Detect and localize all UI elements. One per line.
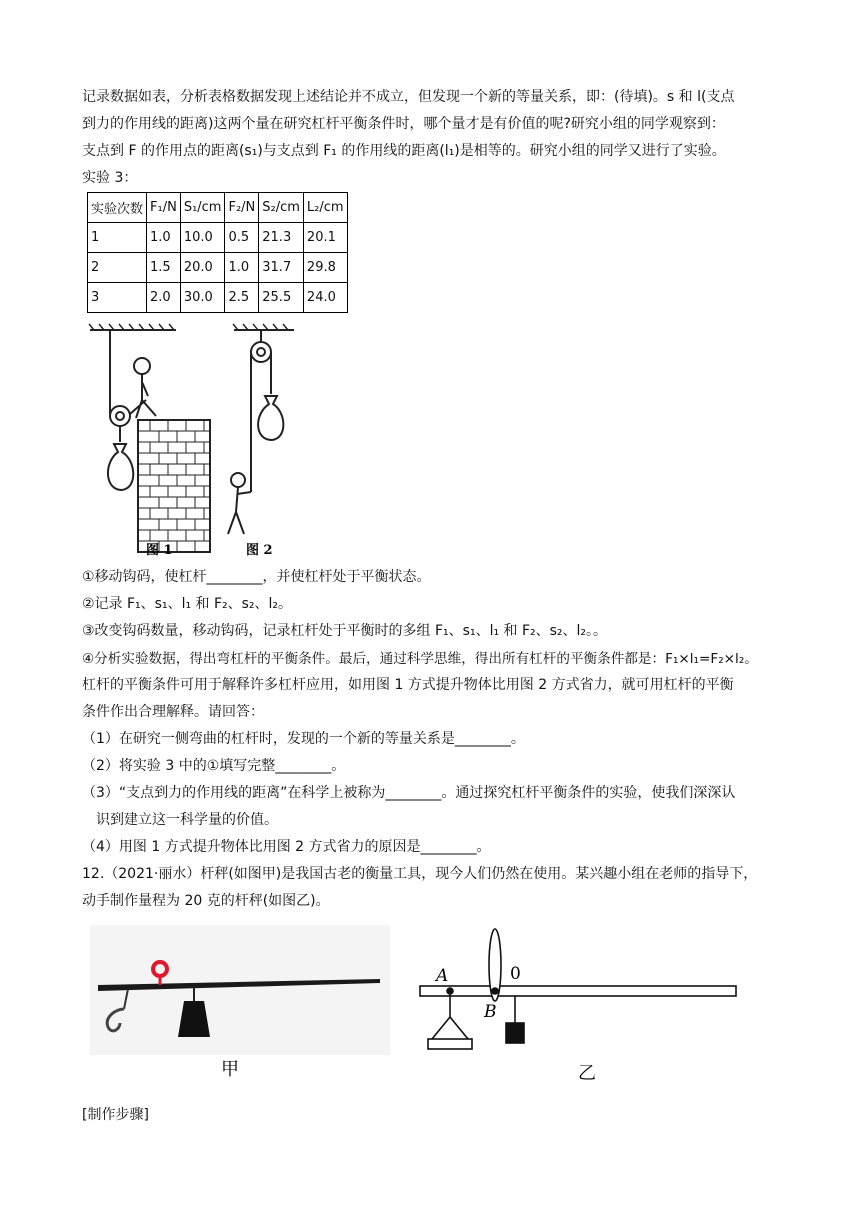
question-3-line-1: （3）“支点到力的作用线的距离”在科学上被称为________。通过探究杠杆平衡条件的实验，使我们深深认 <box>82 785 736 801</box>
table-cell: 25.5 <box>259 283 304 313</box>
table-cell: 3 <box>88 283 147 313</box>
figure-1-caption: 图 1 <box>146 543 173 558</box>
question-1: （1）在研究一侧弯曲的杠杆时，发现的一个新的等量关系是________。 <box>82 731 525 747</box>
step-2: ②记录 F₁、s₁、l₁ 和 F₂、s₂、l₂。 <box>82 596 293 612</box>
label-B: B <box>484 1002 497 1022</box>
brick-pattern <box>138 420 210 552</box>
experiment-label: 实验 3： <box>82 170 138 186</box>
steelyard-figures <box>90 925 760 1085</box>
question-4: （4）用图 1 方式提升物体比用图 2 方式省力的原因是________。 <box>82 839 491 855</box>
step-4-line-1: ④分析实验数据，得出弯杠杆的平衡条件。最后，通过科学思维，得出所有杠杆的平衡条件都是：F₁×l₁=F₂×l₂。 <box>82 651 758 667</box>
step-4-line-2: 杠杆的平衡条件可用于解释许多杠杆应用，如用图 1 方式提升物体比用图 2 方式省力，就可用杠杆的平衡 <box>82 677 734 693</box>
table-header-cell: F₂/N <box>225 193 259 223</box>
table-cell: 31.7 <box>259 253 304 283</box>
intro-line-3: 支点到 F 的作用点的距离(s₁)与支点到 F₁ 的作用线的距离(l₁)是相等的。研究小组的同学又进行了实验。 <box>82 143 726 159</box>
table-cell: 1 <box>88 223 147 253</box>
table-cell: 2 <box>88 253 147 283</box>
problem-12-line-2: 动手制作量程为 20 克的杆秤(如图乙)。 <box>82 893 330 909</box>
steelyard-diagram <box>420 929 736 1049</box>
table-cell: 29.8 <box>303 253 347 283</box>
table-cell: 1.0 <box>147 223 181 253</box>
question-3-line-2: 识到建立这一科学量的价值。 <box>96 812 278 828</box>
question-2: （2）将实验 3 中的①填写完整________。 <box>82 758 346 774</box>
table-cell: 20.1 <box>303 223 347 253</box>
table-cell: 2.0 <box>147 283 181 313</box>
table-row <box>88 253 348 283</box>
table-row <box>88 283 348 313</box>
label-O: 0 <box>510 964 521 984</box>
caption-jia: 甲 <box>221 1059 239 1080</box>
table-header-cell: S₂/cm <box>259 193 304 223</box>
problem-12-line-1: 12.（2021·丽水）杆秤(如图甲)是我国古老的衡量工具，现今人们仍然在使用。某兴趣小组在老师的指导下， <box>82 866 758 882</box>
step-3: ③改变钩码数量，移动钩码，记录杠杆处于平衡时的多组 F₁、s₁、l₁ 和 F₂、s₂、l₂。。 <box>82 623 608 639</box>
table-cell: 20.0 <box>180 253 225 283</box>
intro-line-1: 记录数据如表，分析表格数据发现上述结论并不成立，但发现一个新的等量关系，即：(待填)。s 和 l(支点 <box>82 89 735 105</box>
figure-2-caption: 图 2 <box>246 543 273 558</box>
table-header-cell: S₁/cm <box>180 193 225 223</box>
figure-2-fixed-pulley <box>228 324 294 534</box>
table-cell: 24.0 <box>303 283 347 313</box>
table-header-cell: F₁/N <box>147 193 181 223</box>
intro-line-2: 到力的作用线的距离)这两个量在研究杠杆平衡条件时，哪个量才是有价值的呢?研究小组的同学观察到： <box>82 116 725 132</box>
table-header-row <box>88 193 348 223</box>
table-cell: 10.0 <box>180 223 225 253</box>
table-cell: 30.0 <box>180 283 225 313</box>
label-A: A <box>436 966 449 986</box>
table-header-cell: L₂/cm <box>303 193 347 223</box>
table-header-cell: 实验次数 <box>88 193 147 223</box>
steelyard-photo <box>90 925 390 1055</box>
experiment-3-table <box>87 192 348 313</box>
section-heading: [制作步骤] <box>82 1107 149 1123</box>
step-4-line-3: 条件作出合理解释。请回答： <box>82 704 264 720</box>
table-cell: 0.5 <box>225 223 259 253</box>
table-cell: 1.5 <box>147 253 181 283</box>
table-cell: 21.3 <box>259 223 304 253</box>
table-cell: 1.0 <box>225 253 259 283</box>
table-row <box>88 223 348 253</box>
caption-yi: 乙 <box>578 1063 596 1084</box>
pulley-figures <box>86 322 346 558</box>
table-cell: 2.5 <box>225 283 259 313</box>
step-1: ①移动钩码，使杠杆________，并使杠杆处于平衡状态。 <box>82 569 431 585</box>
